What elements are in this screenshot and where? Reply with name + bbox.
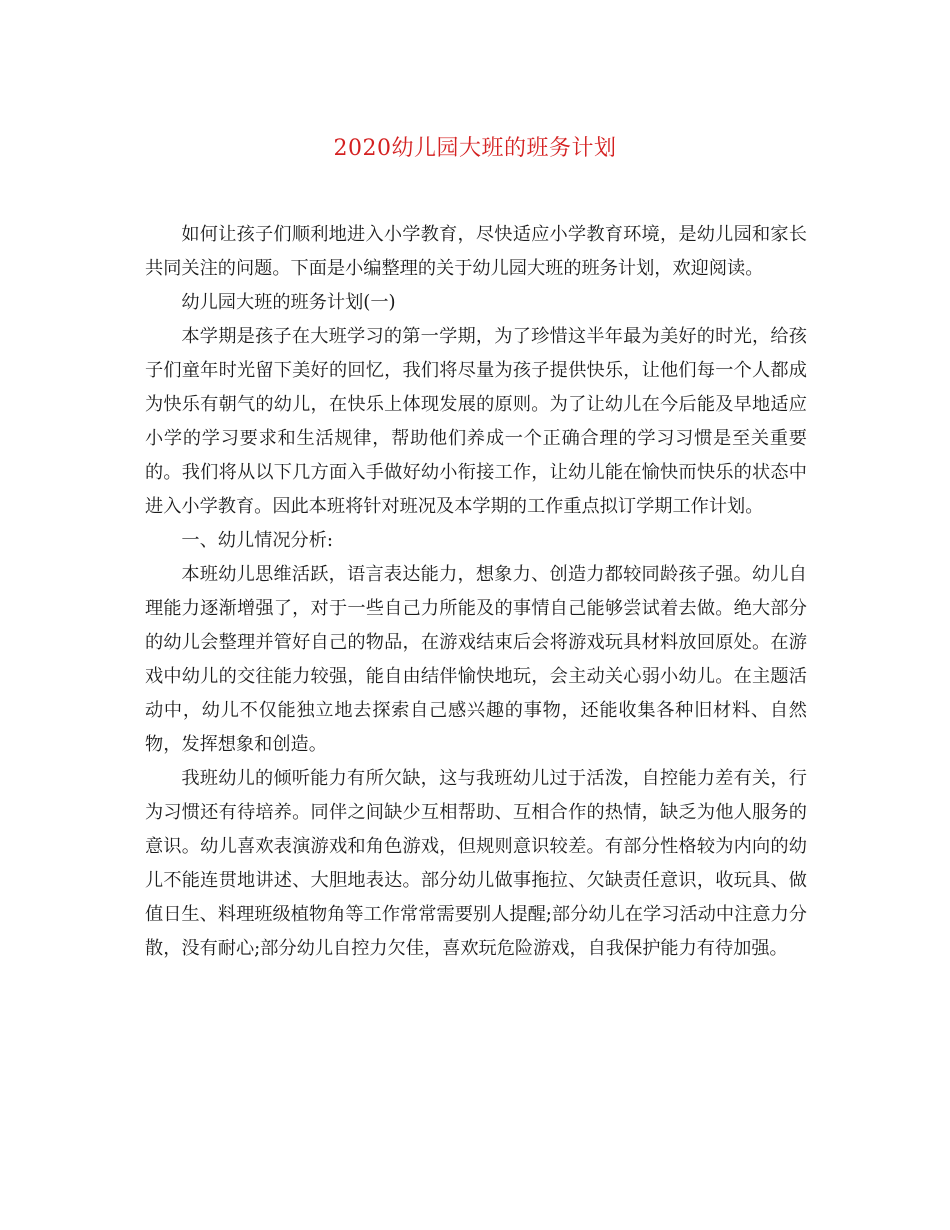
section-heading: 幼儿园大班的班务计划(一) xyxy=(181,292,396,313)
body-paragraph: 我班幼儿的倾听能力有所欠缺，这与我班幼儿过于活泼，自控能力差有关，行为习惯还有待培养。同伴之间缺少互相帮助、互相合作的热情，缺乏为他人服务的意识。幼儿喜欢表演游戏和角色游戏，但规则意识较差。有部分性格较为内向的幼儿不能连贯地讲述、大胆地表达。部分幼儿做事拖拉、欠缺责任意识，收玩具、做值日生、料理班级植物角等工作常常需要别人提醒;部分幼儿在学习活动中注意力分散，没有耐心;部分幼儿自控力欠佳，喜欢玩危险游戏，自我保护能力有待加强。 xyxy=(145,768,807,959)
document-title: 2020幼儿园大班的班务计划 xyxy=(333,136,617,161)
document-body xyxy=(145,218,807,966)
body-paragraph: 本班幼儿思维活跃，语言表达能力，想象力、创造力都较同龄孩子强。幼儿自理能力逐渐增强了，对于一些自己力所能及的事情自己能够尝试着去做。绝大部分的幼儿会整理并管好自己的物品，在游戏结束后会将游戏玩具材料放回原处。在游戏中幼儿的交往能力较强，能自由结伴愉快地玩，会主动关心弱小幼儿。在主题活动中，幼儿不仅能独立地去探索自己感兴趣的事物，还能收集各种旧材料、自然物，发挥想象和创造。 xyxy=(145,564,807,755)
section-heading: 一、幼儿情况分析: xyxy=(181,530,334,551)
intro-paragraph: 如何让孩子们顺利地进入小学教育，尽快适应小学教育环境，是幼儿园和家长共同关注的问题。下面是小编整理的关于幼儿园大班的班务计划，欢迎阅读。 xyxy=(145,224,807,279)
body-paragraph: 本学期是孩子在大班学习的第一学期，为了珍惜这半年最为美好的时光，给孩子们童年时光留下美好的回忆，我们将尽量为孩子提供快乐，让他们每一个人都成为快乐有朝气的幼儿，在快乐上体现发展的原则。为了让幼儿在今后能及早地适应小学的学习要求和生活规律，帮助他们养成一个正确合理的学习习惯是至关重要的。我们将从以下几方面入手做好幼小衔接工作，让幼儿能在愉快而快乐的状态中进入小学教育。因此本班将针对班况及本学期的工作重点拟订学期工作计划。 xyxy=(145,326,807,517)
